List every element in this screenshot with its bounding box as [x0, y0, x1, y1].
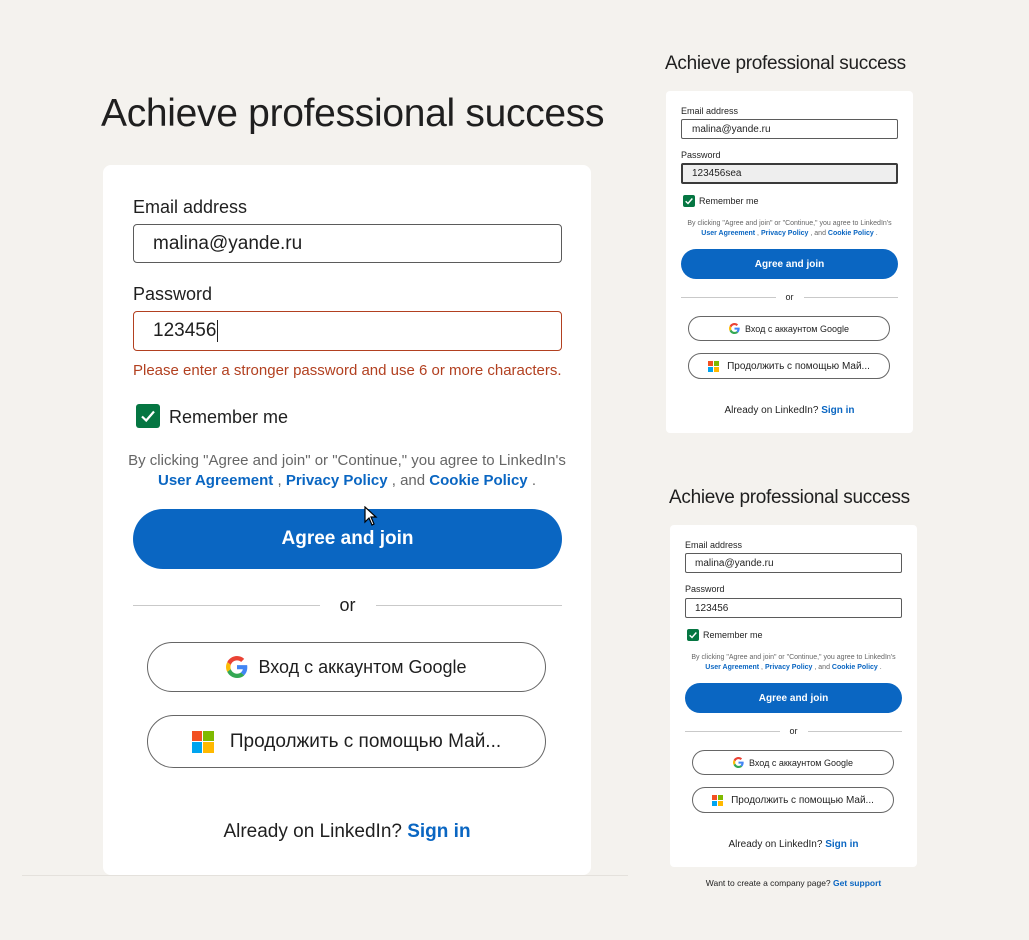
terms-comma-bottom: , [761, 664, 763, 671]
cookie-policy-link-small[interactable]: Cookie Policy [827, 230, 874, 237]
mouse-pointer-icon [364, 506, 378, 526]
google-icon-small [729, 323, 740, 334]
already-member-row-bottom [670, 839, 917, 850]
remember-me-checkbox[interactable] [136, 404, 160, 428]
terms-period: . [531, 472, 536, 489]
terms-text-bottom [680, 653, 907, 673]
google-icon [226, 656, 248, 678]
remember-me-checkbox-bottom[interactable] [687, 629, 699, 641]
company-page-row [670, 878, 917, 888]
page-title-small: Achieve professional success [665, 53, 906, 74]
company-page-text: Want to create a company page? [705, 878, 831, 888]
email-input-bottom[interactable] [685, 553, 902, 573]
user-agreement-link-small[interactable]: User Agreement [701, 230, 756, 237]
remember-me-label-bottom: Remember me [703, 630, 763, 640]
already-member-row-small [666, 405, 913, 416]
already-member-row [103, 821, 591, 843]
microsoft-icon-bottom [712, 795, 723, 806]
email-label-bottom: Email address [685, 540, 743, 550]
sign-in-link-bottom[interactable]: Sign in [825, 839, 859, 850]
agree-and-join-button-bottom[interactable]: Agree and join [685, 683, 902, 713]
remember-me-label: Remember me [169, 407, 289, 427]
agree-and-join-button-small[interactable]: Agree and join [681, 249, 898, 279]
cookie-policy-link-bottom[interactable]: Cookie Policy [831, 664, 878, 671]
email-input-small[interactable] [681, 119, 898, 139]
microsoft-icon [192, 731, 214, 753]
user-agreement-link-bottom[interactable]: User Agreement [705, 664, 760, 671]
text-cursor [217, 320, 218, 342]
panel-bottom-divider [22, 875, 628, 876]
get-support-link[interactable]: Get support [833, 878, 882, 888]
cookie-policy-link[interactable]: Cookie Policy [429, 472, 528, 489]
user-agreement-link[interactable]: User Agreement [157, 472, 274, 489]
microsoft-signin-button[interactable] [147, 715, 546, 768]
google-signin-button[interactable] [147, 642, 546, 692]
terms-comma-small: , [757, 230, 759, 237]
password-input[interactable] [133, 311, 562, 351]
terms-period-bottom: . [879, 664, 882, 671]
google-button-label: Вход с аккаунтом Google [258, 656, 467, 677]
google-icon-bottom [733, 757, 744, 768]
password-input-small[interactable] [681, 163, 898, 184]
email-input-value: malina@yande.ru [153, 232, 303, 254]
email-input-value-small: malina@yande.ru [692, 123, 771, 135]
microsoft-signin-button-bottom[interactable] [692, 787, 894, 813]
terms-text [120, 451, 574, 491]
remember-me-checkbox-small[interactable] [683, 195, 695, 207]
checkmark-icon-small [684, 196, 694, 206]
google-signin-button-small[interactable] [688, 316, 890, 341]
microsoft-icon-small [708, 361, 719, 372]
password-input-value: 123456 [153, 320, 217, 341]
password-label-bottom: Password [685, 584, 725, 594]
google-button-label-small: Вход с аккаунтом Google [744, 323, 850, 334]
checkmark-icon [139, 407, 157, 425]
microsoft-button-label-bottom: Продолжить с помощью Май... [731, 794, 874, 806]
email-label: Email address [133, 197, 248, 217]
or-text-bottom: or [789, 726, 798, 736]
sign-in-link-small[interactable]: Sign in [821, 405, 855, 416]
agree-and-join-button[interactable]: Agree and join [133, 509, 562, 569]
or-divider-bottom [685, 725, 902, 737]
terms-and-bottom: , and [814, 664, 830, 671]
email-input[interactable] [133, 224, 562, 263]
privacy-policy-link-bottom[interactable]: Privacy Policy [764, 664, 813, 671]
remember-me-label-small: Remember me [699, 196, 759, 206]
password-error-message: Please enter a stronger password and use 6 or more characters. [133, 362, 562, 379]
microsoft-signin-button-small[interactable] [688, 353, 890, 379]
or-divider [133, 594, 562, 616]
terms-prefix: By clicking "Agree and join" or "Continue," you agree to LinkedIn's [128, 452, 566, 469]
or-text: or [339, 594, 356, 615]
google-signin-button-bottom[interactable] [692, 750, 894, 775]
terms-text-small [676, 219, 903, 239]
already-text-small: Already on LinkedIn? [724, 405, 819, 416]
or-divider-small [681, 291, 898, 303]
privacy-policy-link-small[interactable]: Privacy Policy [760, 230, 809, 237]
page-title: Achieve professional success [101, 92, 605, 135]
terms-and-small: , and [810, 230, 826, 237]
password-input-bottom[interactable] [685, 598, 902, 618]
page-title-bottom: Achieve professional success [669, 487, 910, 508]
terms-period-small: . [875, 230, 878, 237]
terms-prefix-bottom: By clicking "Agree and join" or "Continue," you agree to LinkedIn's [691, 654, 896, 661]
email-label-small: Email address [681, 106, 739, 116]
already-text-bottom: Already on LinkedIn? [728, 839, 823, 850]
terms-comma: , [277, 472, 282, 489]
already-text: Already on LinkedIn? [223, 821, 402, 842]
terms-and: , and [391, 472, 426, 489]
email-input-value-bottom: malina@yande.ru [695, 557, 774, 569]
checkmark-icon-bottom [688, 630, 698, 640]
password-input-value-small: 123456sea [692, 168, 742, 179]
privacy-policy-link[interactable]: Privacy Policy [285, 472, 388, 489]
password-label: Password [133, 284, 213, 304]
password-label-small: Password [681, 150, 721, 160]
password-input-value-bottom: 123456 [695, 602, 729, 614]
or-text-small: or [785, 292, 794, 302]
sign-in-link[interactable]: Sign in [407, 821, 471, 842]
terms-prefix-small: By clicking "Agree and join" or "Continue," you agree to LinkedIn's [687, 220, 892, 227]
microsoft-button-label-small: Продолжить с помощью Май... [727, 360, 870, 372]
google-button-label-bottom: Вход с аккаунтом Google [748, 757, 854, 768]
microsoft-button-label: Продолжить с помощью Май... [229, 730, 502, 752]
